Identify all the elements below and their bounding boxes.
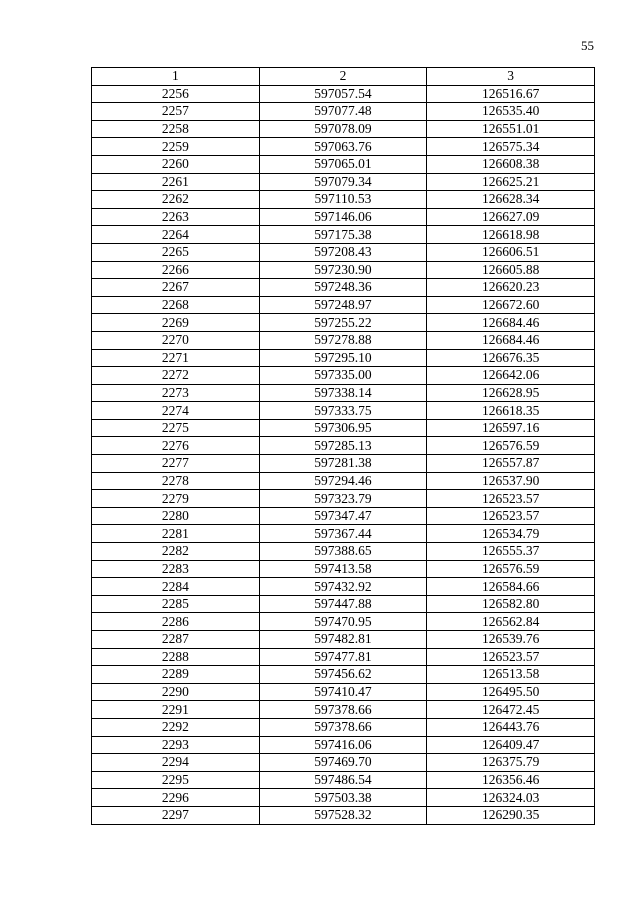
table-cell: 2262 xyxy=(92,191,260,209)
table-cell: 597378.66 xyxy=(259,718,427,736)
table-cell: 2258 xyxy=(92,120,260,138)
table-cell: 597486.54 xyxy=(259,771,427,789)
table-cell: 126684.46 xyxy=(427,314,595,332)
table-cell: 2289 xyxy=(92,666,260,684)
table-cell: 597248.97 xyxy=(259,296,427,314)
column-header: 3 xyxy=(427,68,595,86)
table-cell: 126562.84 xyxy=(427,613,595,631)
table-cell: 597482.81 xyxy=(259,631,427,649)
table-cell: 2268 xyxy=(92,296,260,314)
table-cell: 126356.46 xyxy=(427,771,595,789)
table-cell: 597146.06 xyxy=(259,208,427,226)
table-cell: 126523.57 xyxy=(427,490,595,508)
table-row xyxy=(92,648,595,666)
table-cell: 597470.95 xyxy=(259,613,427,631)
table-cell: 126375.79 xyxy=(427,754,595,772)
table-cell: 597347.47 xyxy=(259,507,427,525)
table-row xyxy=(92,208,595,226)
table-cell: 2293 xyxy=(92,736,260,754)
table-cell: 126495.50 xyxy=(427,683,595,701)
table-cell: 126472.45 xyxy=(427,701,595,719)
table-cell: 126324.03 xyxy=(427,789,595,807)
table-row xyxy=(92,120,595,138)
table-cell: 597388.65 xyxy=(259,543,427,561)
table-cell: 2256 xyxy=(92,85,260,103)
table-cell: 126557.87 xyxy=(427,455,595,473)
table-cell: 126684.46 xyxy=(427,331,595,349)
table-cell: 597469.70 xyxy=(259,754,427,772)
table-cell: 2290 xyxy=(92,683,260,701)
table-row xyxy=(92,155,595,173)
table-cell: 2280 xyxy=(92,507,260,525)
table-row xyxy=(92,507,595,525)
table-cell: 2278 xyxy=(92,472,260,490)
table-cell: 2277 xyxy=(92,455,260,473)
table-cell: 597077.48 xyxy=(259,103,427,121)
table-row xyxy=(92,243,595,261)
table-row xyxy=(92,437,595,455)
table-cell: 126582.80 xyxy=(427,595,595,613)
table-cell: 597338.14 xyxy=(259,384,427,402)
table-row xyxy=(92,631,595,649)
table-cell: 2269 xyxy=(92,314,260,332)
table-row xyxy=(92,455,595,473)
table-cell: 2257 xyxy=(92,103,260,121)
table-cell: 126628.95 xyxy=(427,384,595,402)
table-cell: 597416.06 xyxy=(259,736,427,754)
table-cell: 2285 xyxy=(92,595,260,613)
table-row xyxy=(92,525,595,543)
table-cell: 126537.90 xyxy=(427,472,595,490)
table-cell: 2266 xyxy=(92,261,260,279)
table-cell: 2263 xyxy=(92,208,260,226)
table-cell: 126575.34 xyxy=(427,138,595,156)
table-cell: 597281.38 xyxy=(259,455,427,473)
table-row xyxy=(92,666,595,684)
table-cell: 126597.16 xyxy=(427,419,595,437)
table-cell: 597079.34 xyxy=(259,173,427,191)
table-row xyxy=(92,701,595,719)
column-header: 1 xyxy=(92,68,260,86)
table-row xyxy=(92,314,595,332)
table-cell: 597528.32 xyxy=(259,806,427,824)
table-cell: 126539.76 xyxy=(427,631,595,649)
table-row xyxy=(92,789,595,807)
table-cell: 2267 xyxy=(92,279,260,297)
table-cell: 2283 xyxy=(92,560,260,578)
table-cell: 597285.13 xyxy=(259,437,427,455)
table-cell: 597410.47 xyxy=(259,683,427,701)
table-cell: 597278.88 xyxy=(259,331,427,349)
page-number: 55 xyxy=(581,38,594,53)
table-cell: 126555.37 xyxy=(427,543,595,561)
table-cell: 2276 xyxy=(92,437,260,455)
table-row xyxy=(92,472,595,490)
table-cell: 126605.88 xyxy=(427,261,595,279)
table-cell: 597248.36 xyxy=(259,279,427,297)
table-cell: 597294.46 xyxy=(259,472,427,490)
table-cell: 2259 xyxy=(92,138,260,156)
table-cell: 597110.53 xyxy=(259,191,427,209)
table-cell: 597335.00 xyxy=(259,367,427,385)
table-cell: 2294 xyxy=(92,754,260,772)
table-row xyxy=(92,138,595,156)
table-cell: 2291 xyxy=(92,701,260,719)
table-cell: 126618.35 xyxy=(427,402,595,420)
table-cell: 2261 xyxy=(92,173,260,191)
table-row xyxy=(92,595,595,613)
table-cell: 2270 xyxy=(92,331,260,349)
table-header-row xyxy=(92,68,595,86)
table-cell: 2272 xyxy=(92,367,260,385)
table-row xyxy=(92,718,595,736)
table-row xyxy=(92,103,595,121)
table-cell: 2265 xyxy=(92,243,260,261)
table-cell: 2296 xyxy=(92,789,260,807)
table-cell: 126576.59 xyxy=(427,560,595,578)
table-cell: 597063.76 xyxy=(259,138,427,156)
table-cell: 597306.95 xyxy=(259,419,427,437)
table-cell: 126576.59 xyxy=(427,437,595,455)
table-cell: 597413.58 xyxy=(259,560,427,578)
table-row xyxy=(92,296,595,314)
table-cell: 2292 xyxy=(92,718,260,736)
table-cell: 597175.38 xyxy=(259,226,427,244)
table-cell: 126627.09 xyxy=(427,208,595,226)
table-cell: 126516.67 xyxy=(427,85,595,103)
table-cell: 2264 xyxy=(92,226,260,244)
table-cell: 597367.44 xyxy=(259,525,427,543)
table-cell: 597230.90 xyxy=(259,261,427,279)
table-row xyxy=(92,771,595,789)
table-cell: 597378.66 xyxy=(259,701,427,719)
table-row xyxy=(92,85,595,103)
table-row xyxy=(92,367,595,385)
coordinates-table xyxy=(91,67,595,825)
table-cell: 126523.57 xyxy=(427,507,595,525)
table-cell: 126584.66 xyxy=(427,578,595,596)
table-cell: 126443.76 xyxy=(427,718,595,736)
table-row xyxy=(92,402,595,420)
table-cell: 126642.06 xyxy=(427,367,595,385)
table-cell: 597503.38 xyxy=(259,789,427,807)
table-cell: 126290.35 xyxy=(427,806,595,824)
table-cell: 2271 xyxy=(92,349,260,367)
table-cell: 126608.38 xyxy=(427,155,595,173)
table-row xyxy=(92,226,595,244)
table-row xyxy=(92,384,595,402)
table-cell: 2287 xyxy=(92,631,260,649)
table-cell: 126551.01 xyxy=(427,120,595,138)
table-row xyxy=(92,173,595,191)
table-row xyxy=(92,578,595,596)
table-cell: 597447.88 xyxy=(259,595,427,613)
table-cell: 2281 xyxy=(92,525,260,543)
table-row xyxy=(92,543,595,561)
table-row xyxy=(92,261,595,279)
table-cell: 597477.81 xyxy=(259,648,427,666)
table-row xyxy=(92,806,595,824)
table-cell: 2279 xyxy=(92,490,260,508)
table-cell: 2295 xyxy=(92,771,260,789)
table-row xyxy=(92,191,595,209)
table-row xyxy=(92,331,595,349)
table-cell: 597456.62 xyxy=(259,666,427,684)
table-row xyxy=(92,560,595,578)
column-header: 2 xyxy=(259,68,427,86)
table-cell: 126672.60 xyxy=(427,296,595,314)
table-cell: 597333.75 xyxy=(259,402,427,420)
table-row xyxy=(92,613,595,631)
table-row xyxy=(92,279,595,297)
table-cell: 597057.54 xyxy=(259,85,427,103)
table-row xyxy=(92,754,595,772)
table-body xyxy=(92,85,595,824)
table-cell: 2260 xyxy=(92,155,260,173)
table-row xyxy=(92,419,595,437)
table-cell: 597295.10 xyxy=(259,349,427,367)
table-cell: 597065.01 xyxy=(259,155,427,173)
table-cell: 2273 xyxy=(92,384,260,402)
table-cell: 597255.22 xyxy=(259,314,427,332)
table-cell: 2297 xyxy=(92,806,260,824)
table-cell: 126535.40 xyxy=(427,103,595,121)
table-cell: 2288 xyxy=(92,648,260,666)
table-row xyxy=(92,349,595,367)
table-cell: 2286 xyxy=(92,613,260,631)
table-row xyxy=(92,736,595,754)
table-cell: 2282 xyxy=(92,543,260,561)
table-cell: 597078.09 xyxy=(259,120,427,138)
table-cell: 597432.92 xyxy=(259,578,427,596)
table-row xyxy=(92,683,595,701)
table-cell: 126676.35 xyxy=(427,349,595,367)
table-cell: 2284 xyxy=(92,578,260,596)
table-cell: 2275 xyxy=(92,419,260,437)
table-cell: 126534.79 xyxy=(427,525,595,543)
table-cell: 126513.58 xyxy=(427,666,595,684)
table-cell: 126620.23 xyxy=(427,279,595,297)
table-row xyxy=(92,490,595,508)
table-cell: 126628.34 xyxy=(427,191,595,209)
table-cell: 597323.79 xyxy=(259,490,427,508)
table-cell: 126523.57 xyxy=(427,648,595,666)
table-cell: 597208.43 xyxy=(259,243,427,261)
table-cell: 126606.51 xyxy=(427,243,595,261)
table-cell: 126409.47 xyxy=(427,736,595,754)
table-cell: 2274 xyxy=(92,402,260,420)
table-cell: 126618.98 xyxy=(427,226,595,244)
table-cell: 126625.21 xyxy=(427,173,595,191)
